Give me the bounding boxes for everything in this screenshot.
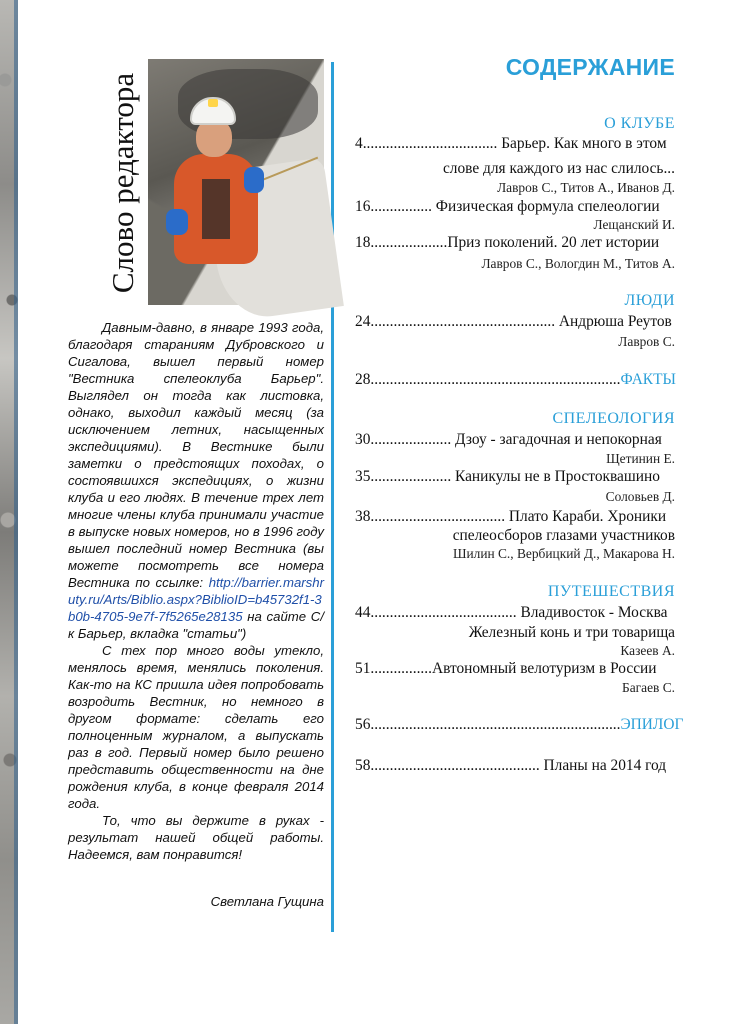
vestnik-archive-link[interactable]: http://barrier.marshruty.ru/Arts/Biblio.aspx?BiblioID=b45732f1-3b0b-4705-9e7f-7f5265e28135 [68,575,324,624]
editor-paragraph-1-tail: на сайте С/к Барьер, вкладка "статьи") [68,609,324,641]
toc-entry-44[interactable]: 44...................................... Владивосток - Москва [355,604,668,621]
toc-entry-18[interactable]: 18....................Приз поколений. 20 лет истории [355,234,660,251]
toc-entry-4[interactable]: 4................................... Барьер. Как много в этом [355,135,667,152]
toc-entry-4-authors: Лавров С., Титов А., Иванов Д. [497,180,675,195]
toc-entry-38-authors: Шилин С., Вербицкий Д., Макарова Н. [452,546,675,561]
section-epilogue: ЭПИЛОГ [620,716,684,733]
toc-entry-35-authors: Соловьев Д. [605,489,675,504]
toc-entry-24-authors: Лавров С. [618,334,675,349]
toc-entry-56[interactable] [355,716,684,734]
section-club: О КЛУБЕ [604,115,675,132]
section-speleology: СПЕЛЕОЛОГИЯ [552,410,675,427]
editor-paragraph-1 [68,319,324,642]
toc-entry-58[interactable]: 58............................................ Планы на 2014 год [355,757,667,774]
editor-paragraph-3: То, что вы держите в руках - результат нашей общей работы. Надеемся, вам понравится! [68,813,324,862]
editor-signature: Светлана Гущина [210,894,324,909]
editor-body [68,319,324,863]
toc-entry-28[interactable] [355,371,675,389]
toc-entry-28-dots: 28................................................................. [355,371,621,388]
rock-photo-strip [0,0,18,1024]
editor-photo [148,59,324,305]
photo-glove-right [244,167,264,193]
editor-paragraph-1-text: Давным-давно, в январе 1993 года, благодаря стараниям Дубровского и Сигалова, вышел первый номер "Вестника спелеоклуба Барьер". Выглядел он тогда как листовка, однако, выходил каждый месяц (за исключением летних, насыщенных экспедициями). В Вестнике были заметки о предстоящих походах, о состоявшихся экспедициях, о жизни клуба и его людях. В течение трех лет многие члены клуба принимали участие в выпуске новых номеров, но в 1996 году вышел последний номер Вестника (вы можете посмотреть все номера Вестника по ссылке: [68,320,324,590]
toc-entry-24[interactable]: 24................................................ Андрюша Реутов [355,313,672,330]
toc-entry-38-continued: спелеосборов глазами участников [452,527,675,544]
photo-headlamp [208,99,218,107]
toc-entry-38[interactable]: 38................................... Плато Караби. Хроники [355,508,667,525]
editor-paragraph-2: С тех пор много воды утекло, менялось время, менялись поколения. Как-то на КС пришла идея попробовать возродить Вестник, но немного в другом формате: сделать его полноценным журналом, а выпускать раз в год. Первый номер было решено представить общественности на дне рождения клуба, в конце февраля 2014 года. [68,643,324,811]
toc-entry-51-authors: Багаев С. [622,680,675,695]
photo-glove-left [166,209,188,235]
toc-entry-44-continued: Железный конь и три товарища [468,624,675,641]
toc-entry-35[interactable]: 35..................... Каникулы не в Простоквашино [355,468,660,485]
section-facts: ФАКТЫ [620,371,676,388]
column-divider [331,62,334,932]
toc-entry-16-authors: Лещанский И. [593,217,675,232]
toc-entry-16[interactable]: 16................ Физическая формула спелеологии [355,198,660,215]
toc-entry-56-dots: 56................................................................. [355,716,621,733]
section-people: ЛЮДИ [624,292,675,309]
toc-entry-44-authors: Казеев А. [620,643,675,658]
toc-title: СОДЕРЖАНИЕ [505,54,675,80]
photo-harness [202,179,230,239]
toc-entry-30-authors: Щетинин Е. [606,451,675,466]
editor-heading-text: Слово редактора [105,72,140,294]
editor-heading [103,60,143,306]
section-travel: ПУТЕШЕСТВИЯ [547,583,675,600]
toc-entry-4-continued: слове для каждого из нас слилось... [442,160,675,177]
toc-entry-51[interactable]: 51................Автономный велотуризм в России [355,660,657,677]
toc-entry-18-authors: Лавров С., Вологдин М., Титов А. [481,256,675,271]
toc-entry-30[interactable]: 30..................... Дзоу - загадочная и непокорная [355,431,662,448]
